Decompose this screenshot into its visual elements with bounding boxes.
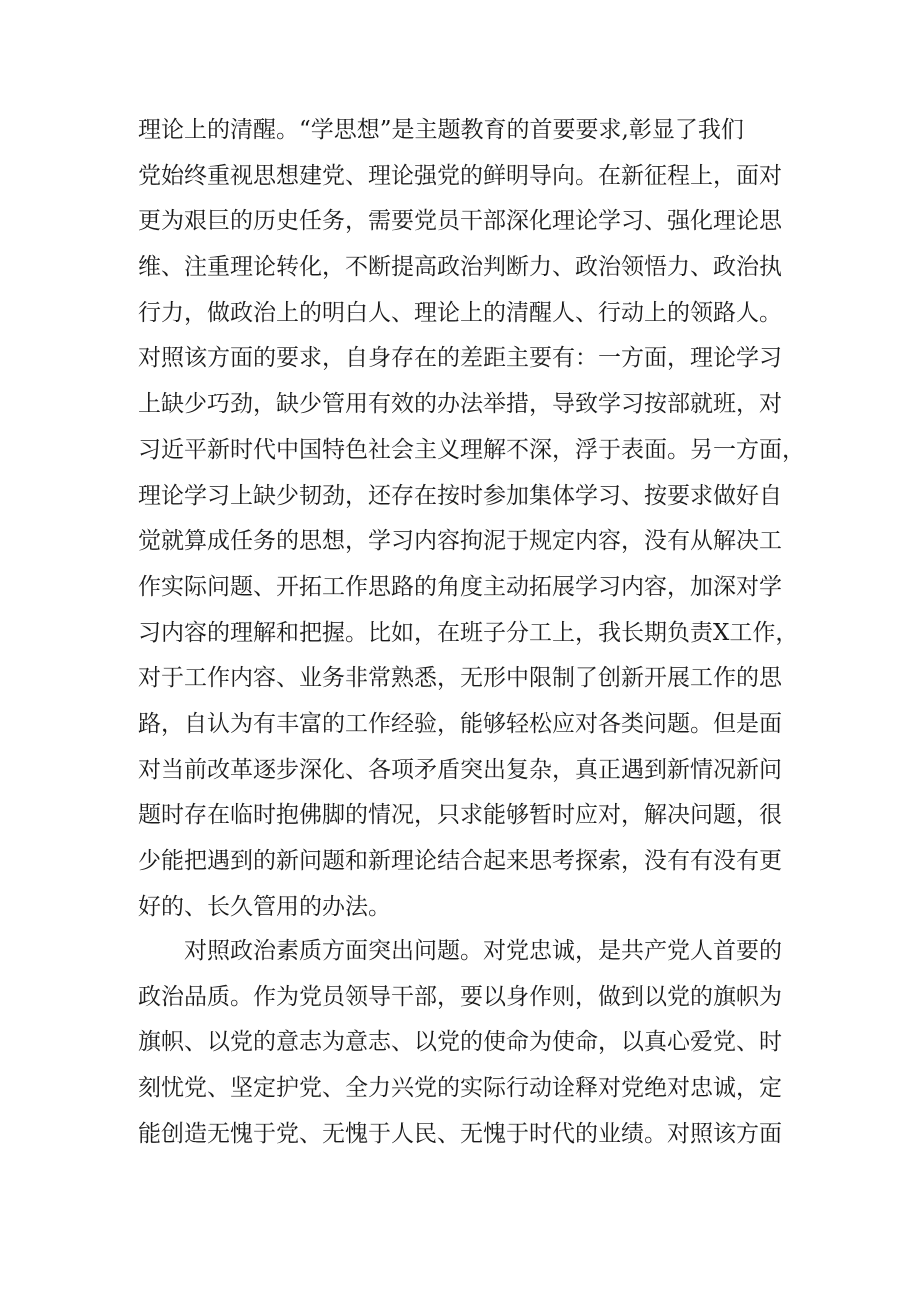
text-line-first: 对照政治素质方面突出问题。对党忠诚，是共产党人首要的 — [184, 938, 782, 964]
text-line: 维、注重理论转化，不断提高政治判断力、政治领悟力、政治执 — [138, 254, 782, 281]
text-line: 政治品质。作为党员领导干部，要以身作则，做到以党的旗帜为 — [138, 983, 782, 1010]
text-line: 对当前改革逐步深化、各项矛盾突出复杂，真正遇到新情况新问 — [138, 756, 782, 783]
text-line: 党始终重视思想建党、理论强党的鲜明导向。在新征程上，面对 — [138, 162, 782, 189]
text-line: 好的、长久管用的办法。 — [138, 893, 391, 920]
text-line: 题时存在临时抱佛脚的情况，只求能够暂时应对，解决问题，很 — [138, 802, 782, 829]
text-line: 路，自认为有丰富的工作经验，能够轻松应对各类问题。但是面 — [138, 710, 782, 737]
text-line: 习近平新时代中国特色社会主义理解不深，浮于表面。另一方面， — [138, 436, 805, 463]
text-line: 上缺少巧劲，缺少管用有效的办法举措，导致学习按部就班，对 — [138, 391, 782, 418]
text-line: 能创造无愧于党、无愧于人民、无愧于时代的业绩。对照该方面 — [138, 1120, 782, 1147]
text-line: 对于工作内容、业务非常熟悉，无形中限制了创新开展工作的思 — [138, 665, 782, 692]
text-line: 习内容的理解和把握。比如，在班子分工上，我长期负责X工作， — [138, 619, 799, 646]
text-line: 旗帜、以党的意志为意志、以党的使命为使命，以真心爱党、时 — [138, 1029, 782, 1056]
paragraph-political-quality — [138, 929, 788, 1157]
text-line: 行力，做政治上的明白人、理论上的清醒人、行动上的领路人。 — [138, 299, 782, 326]
text-line: 理论学习上缺少韧劲，还存在按时参加集体学习、按要求做好自 — [138, 482, 782, 509]
text-line: 作实际问题、开拓工作思路的角度主动拓展学习内容，加深对学 — [138, 573, 782, 600]
text-line: 觉就算成任务的思想，学习内容拘泥于规定内容，没有从解决工 — [138, 528, 782, 555]
text-line: 少能把遇到的新问题和新理论结合起来思考探索，没有有没有更 — [138, 848, 782, 874]
text-line: 理论上的清醒。“学思想”是主题教育的首要要求,彰显了我们 — [138, 117, 744, 143]
text-line: 更为艰巨的历史任务，需要党员干部深化理论学习、强化理论思 — [138, 208, 782, 235]
text-line: 刻忧党、坚定护党、全力兴党的实际行动诠释对党绝对忠诚，定 — [138, 1075, 782, 1102]
text-line: 对照该方面的要求，自身存在的差距主要有：一方面，理论学习 — [138, 345, 782, 372]
paragraph-theoretical-learning — [138, 108, 805, 930]
